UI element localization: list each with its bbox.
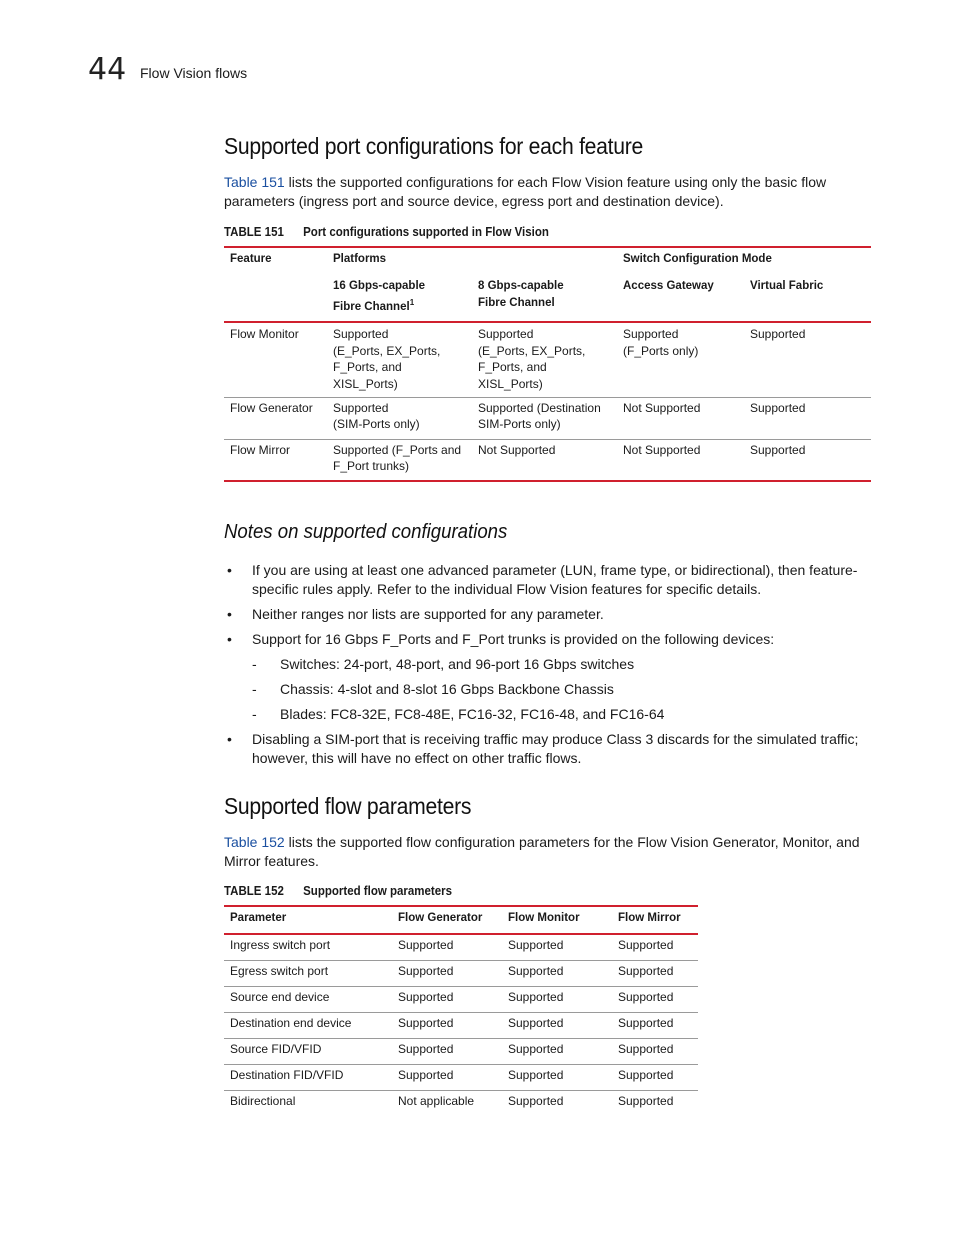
cell-line: Supported (Destination — [478, 400, 601, 415]
header-flow-monitor: Flow Monitor — [508, 912, 580, 924]
cell-line: XISL_Ports) — [333, 376, 398, 391]
cell-line: F_Ports, and — [478, 360, 547, 374]
dash-icon: - — [252, 681, 257, 697]
list-item-text: Disabling a SIM-port that is receiving traffic may produce Class 3 discards for the simulated traffic; however, this will have no effect on other traffic flows. — [252, 731, 859, 766]
header-8gbps-line2: Fibre Channel — [478, 296, 555, 309]
section-title-port-configurations: Supported port configurations for each feature — [224, 133, 644, 159]
cell-parameter: Source FID/VFID — [230, 1041, 322, 1056]
cell-16gbps — [327, 397, 472, 439]
list-item-text: Chassis: 4-slot and 8-slot 16 Gbps Backbone Chassis — [280, 681, 614, 697]
cell-flow-mirror: Supported — [618, 963, 674, 978]
cell-flow-generator: Supported — [398, 989, 454, 1004]
header-access-gateway: Access Gateway — [623, 280, 714, 292]
dash-icon: - — [252, 656, 257, 672]
header-8gbps — [472, 276, 617, 322]
cell-flow-generator: Supported — [398, 1015, 454, 1030]
table-row — [224, 322, 871, 397]
table-151-link[interactable]: Table 151 — [224, 174, 285, 190]
section1-intro-text: lists the supported configurations for each Flow Vision feature using only the basic flow parameters (ingress port and source device, egress port and destination device). — [224, 174, 827, 209]
table-151-number: TABLE 151 — [224, 225, 284, 239]
table-151-subheader-row — [224, 276, 871, 322]
cell-flow-mirror: Supported — [618, 1015, 674, 1030]
table-152-number: TABLE 152 — [224, 884, 284, 898]
cell-access-gateway: Not Supported — [623, 400, 701, 415]
cell-8gbps: Not Supported — [478, 442, 556, 457]
notes-heading: Notes on supported configurations — [224, 521, 508, 543]
header-flow-mirror: Flow Mirror — [618, 912, 681, 924]
cell-flow-mirror: Supported — [618, 938, 674, 952]
cell-line: F_Port trunks) — [333, 459, 410, 473]
table-row — [224, 439, 871, 481]
cell-line: (E_Ports, EX_Ports, — [478, 343, 586, 358]
header-parameter: Parameter — [230, 912, 287, 924]
cell-flow-mirror: Supported — [618, 989, 674, 1004]
bullet-icon: • — [227, 631, 232, 647]
table-row — [224, 1090, 698, 1116]
cell-flow-generator: Supported — [398, 963, 454, 978]
header-16gbps — [327, 276, 472, 322]
table-row — [224, 934, 698, 960]
cell-flow-monitor: Supported — [508, 963, 564, 978]
list-item-text: Support for 16 Gbps F_Ports and F_Port trunks is provided on the following devices: — [252, 631, 775, 647]
cell-flow-monitor: Supported — [508, 1067, 564, 1082]
cell-virtual-fabric: Supported — [750, 400, 806, 415]
cell-line: Supported — [333, 400, 389, 415]
table-row — [224, 1038, 698, 1064]
row-feature: Flow Monitor — [230, 327, 299, 341]
cell-8gbps — [472, 322, 617, 397]
cell-8gbps — [472, 397, 617, 439]
cell-16gbps — [327, 322, 472, 397]
sub-list-item — [224, 705, 864, 724]
cell-line: F_Ports, and — [333, 360, 402, 374]
list-item — [224, 730, 864, 768]
table-152-header-row — [224, 906, 698, 934]
list-item — [224, 561, 864, 599]
port-configurations-table — [224, 246, 871, 482]
chapter-title: Flow Vision flows — [140, 65, 248, 81]
section1-intro — [224, 173, 874, 211]
bullet-icon: • — [227, 606, 232, 622]
cell-line: Supported — [333, 327, 389, 341]
cell-access-gateway: Not Supported — [623, 442, 701, 457]
header-platforms: Platforms — [333, 253, 387, 265]
table-row — [224, 1064, 698, 1090]
bullet-icon: • — [227, 731, 232, 747]
sub-list-item — [224, 680, 864, 699]
cell-line: Supported — [623, 327, 679, 341]
header-16gbps-line1: 16 Gbps-capable — [333, 280, 426, 292]
cell-flow-generator: Supported — [398, 938, 454, 952]
bullet-icon: • — [227, 562, 232, 578]
sub-list-item — [224, 655, 864, 674]
cell-virtual-fabric: Supported — [750, 327, 806, 341]
cell-flow-generator: Supported — [398, 1041, 454, 1056]
header-flow-generator: Flow Generator — [398, 912, 483, 924]
section2-intro-text: lists the supported flow configuration parameters for the Flow Vision Generator, Monitor, and Mirror features. — [224, 834, 860, 869]
list-item-text: Switches: 24-port, 48-port, and 96-port 16 Gbps switches — [280, 656, 635, 672]
row-feature: Flow Mirror — [230, 442, 290, 457]
cell-flow-monitor: Supported — [508, 1015, 564, 1030]
cell-flow-monitor: Supported — [508, 1093, 564, 1108]
footnote-marker: 1 — [409, 297, 415, 307]
cell-parameter: Bidirectional — [230, 1093, 296, 1108]
section2-intro — [224, 833, 874, 871]
cell-flow-generator: Not applicable — [398, 1093, 475, 1108]
header-feature: Feature — [230, 253, 272, 265]
list-item-text: If you are using at least one advanced parameter (LUN, frame type, or bidirectional), then feature-specific rules apply. Refer to the individual Flow Vision features for specific details. — [252, 562, 858, 597]
table-151-header-row — [224, 247, 871, 276]
flow-parameters-table — [224, 905, 698, 1116]
cell-virtual-fabric: Supported — [750, 442, 806, 457]
cell-flow-mirror: Supported — [618, 1093, 674, 1108]
cell-line: SIM-Ports only) — [478, 417, 561, 431]
chapter-number: 44 — [88, 52, 127, 87]
table-152-caption — [224, 884, 452, 898]
cell-line: (F_Ports only) — [623, 343, 699, 358]
table-row — [224, 960, 698, 986]
cell-line: Supported (F_Ports and — [333, 442, 462, 457]
cell-parameter: Source end device — [230, 989, 330, 1004]
list-item — [224, 630, 864, 649]
cell-line: XISL_Ports) — [478, 376, 543, 391]
section-title-flow-parameters: Supported flow parameters — [224, 793, 472, 819]
cell-flow-monitor: Supported — [508, 1041, 564, 1056]
header-switch-configuration-mode: Switch Configuration Mode — [623, 253, 772, 265]
cell-flow-generator: Supported — [398, 1067, 454, 1082]
cell-line: (E_Ports, EX_Ports, — [333, 343, 441, 358]
table-row — [224, 1012, 698, 1038]
list-item — [224, 605, 864, 624]
table-152-link[interactable]: Table 152 — [224, 834, 285, 850]
cell-16gbps — [327, 439, 472, 481]
header-8gbps-line1: 8 Gbps-capable — [478, 280, 564, 292]
header-16gbps-line2: Fibre Channel — [333, 300, 410, 313]
dash-icon: - — [252, 706, 257, 722]
cell-flow-mirror: Supported — [618, 1041, 674, 1056]
cell-parameter: Destination end device — [230, 1015, 352, 1030]
cell-access-gateway — [617, 322, 744, 397]
cell-flow-monitor: Supported — [508, 938, 564, 952]
cell-parameter: Destination FID/VFID — [230, 1067, 344, 1082]
table-151-caption — [224, 225, 549, 239]
row-feature: Flow Generator — [230, 400, 313, 415]
cell-flow-monitor: Supported — [508, 989, 564, 1004]
cell-line: (SIM-Ports only) — [333, 417, 420, 431]
notes-list — [224, 561, 864, 768]
cell-parameter: Egress switch port — [230, 963, 329, 978]
list-item-text: Neither ranges nor lists are supported for any parameter. — [252, 606, 604, 622]
list-item-text: Blades: FC8-32E, FC8-48E, FC16-32, FC16-48, and FC16-64 — [280, 706, 665, 722]
cell-line: Supported — [478, 327, 534, 341]
header-virtual-fabric: Virtual Fabric — [750, 280, 824, 292]
table-row — [224, 397, 871, 439]
table-152-title: Supported flow parameters — [303, 884, 453, 898]
table-151-title: Port configurations supported in Flow Vision — [303, 225, 549, 239]
table-row — [224, 986, 698, 1012]
cell-parameter: Ingress switch port — [230, 938, 331, 952]
cell-flow-mirror: Supported — [618, 1067, 674, 1082]
